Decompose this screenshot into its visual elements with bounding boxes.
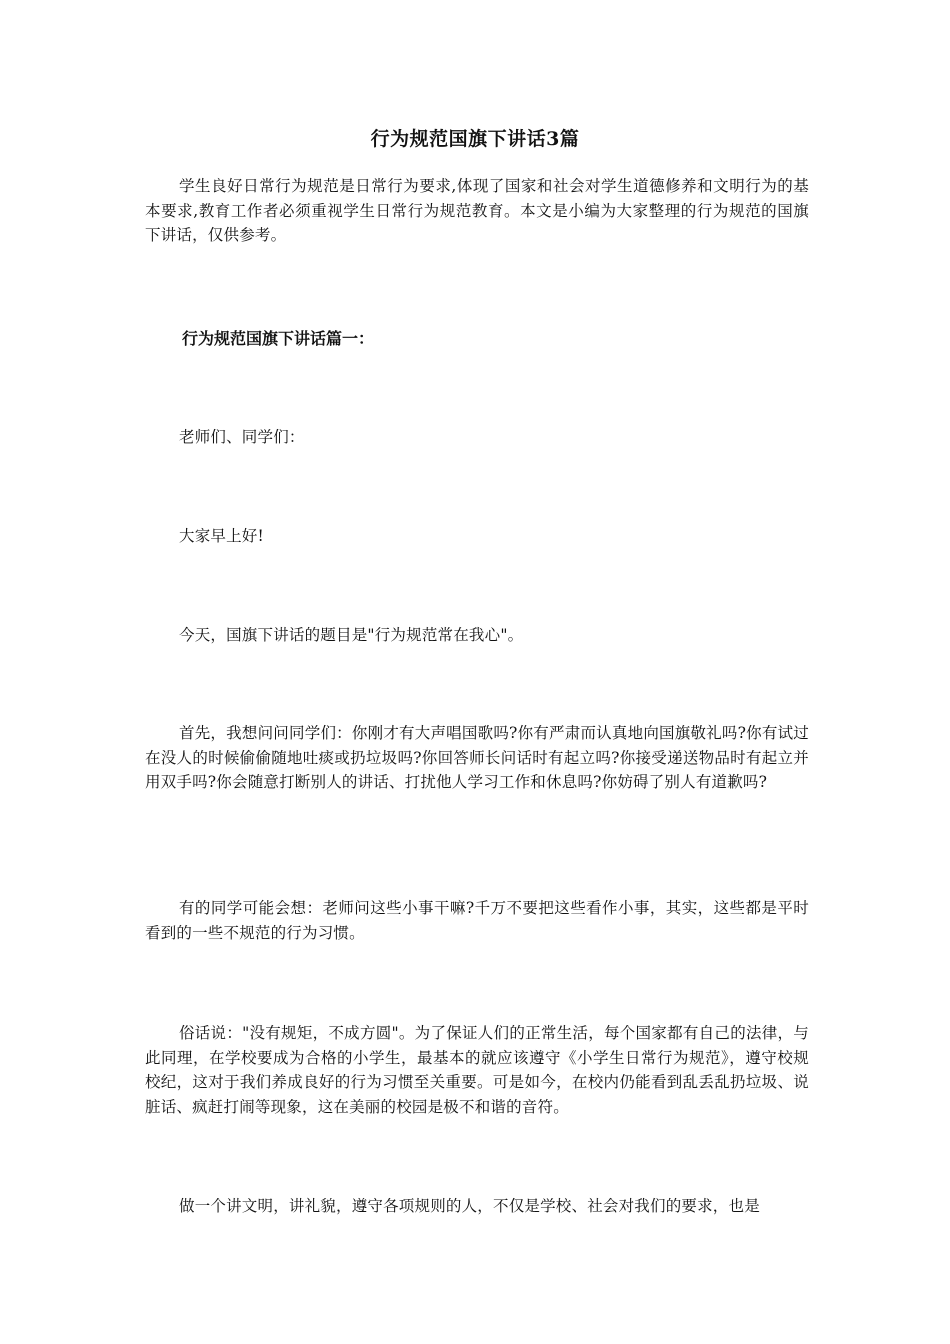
morning-paragraph: 大家早上好! <box>179 527 264 545</box>
page-title: 行为规范国旗下讲话3篇 <box>370 128 580 150</box>
civility-paragraph: 做一个讲文明，讲礼貌，遵守各项规则的人，不仅是学校、社会对我们的要求，也是 <box>179 1197 760 1215</box>
topic-paragraph: 今天，国旗下讲话的题目是"行为规范常在我心"。 <box>179 626 524 644</box>
questions-paragraph: 首先，我想问问同学们：你刚才有大声唱国歌吗?你有严肃而认真地向国旗敬礼吗?你有试过在没人的时候偷偷随地吐痰或扔垃圾吗?你回答师长问话时有起立吗?你接受递送物品时有起立并用双手吗?你会随意打断别人的讲话、打扰他人学习工作和休息吗?你妨碍了别人有道歉吗? <box>145 724 809 791</box>
small-things-paragraph: 有的同学可能会想：老师问这些小事干嘛?千万不要把这些看作小事，其实，这些都是平时看到的一些不规范的行为习惯。 <box>145 899 809 942</box>
intro-paragraph: 学生良好日常行为规范是日常行为要求,体现了国家和社会对学生道德修养和文明行为的基本要求,教育工作者必须重视学生日常行为规范教育。本文是小编为大家整理的行为规范的国旗下讲话，仅供参考。 <box>145 177 809 244</box>
greeting-paragraph: 老师们、同学们： <box>179 428 305 446</box>
rules-paragraph: 俗话说："没有规矩，不成方圆"。为了保证人们的正常生活，每个国家都有自己的法律，与此同理，在学校要成为合格的小学生，最基本的就应该遵守《小学生日常行为规范》，遵守校规校纪，这对于我们养成良好的行为习惯至关重要。可是如今，在校内仍能看到乱丢乱扔垃圾、说脏话、疯赶打闹等现象，这在美丽的校园是极不和谐的音符。 <box>145 1024 809 1116</box>
section-heading: 行为规范国旗下讲话篇一： <box>182 329 375 348</box>
